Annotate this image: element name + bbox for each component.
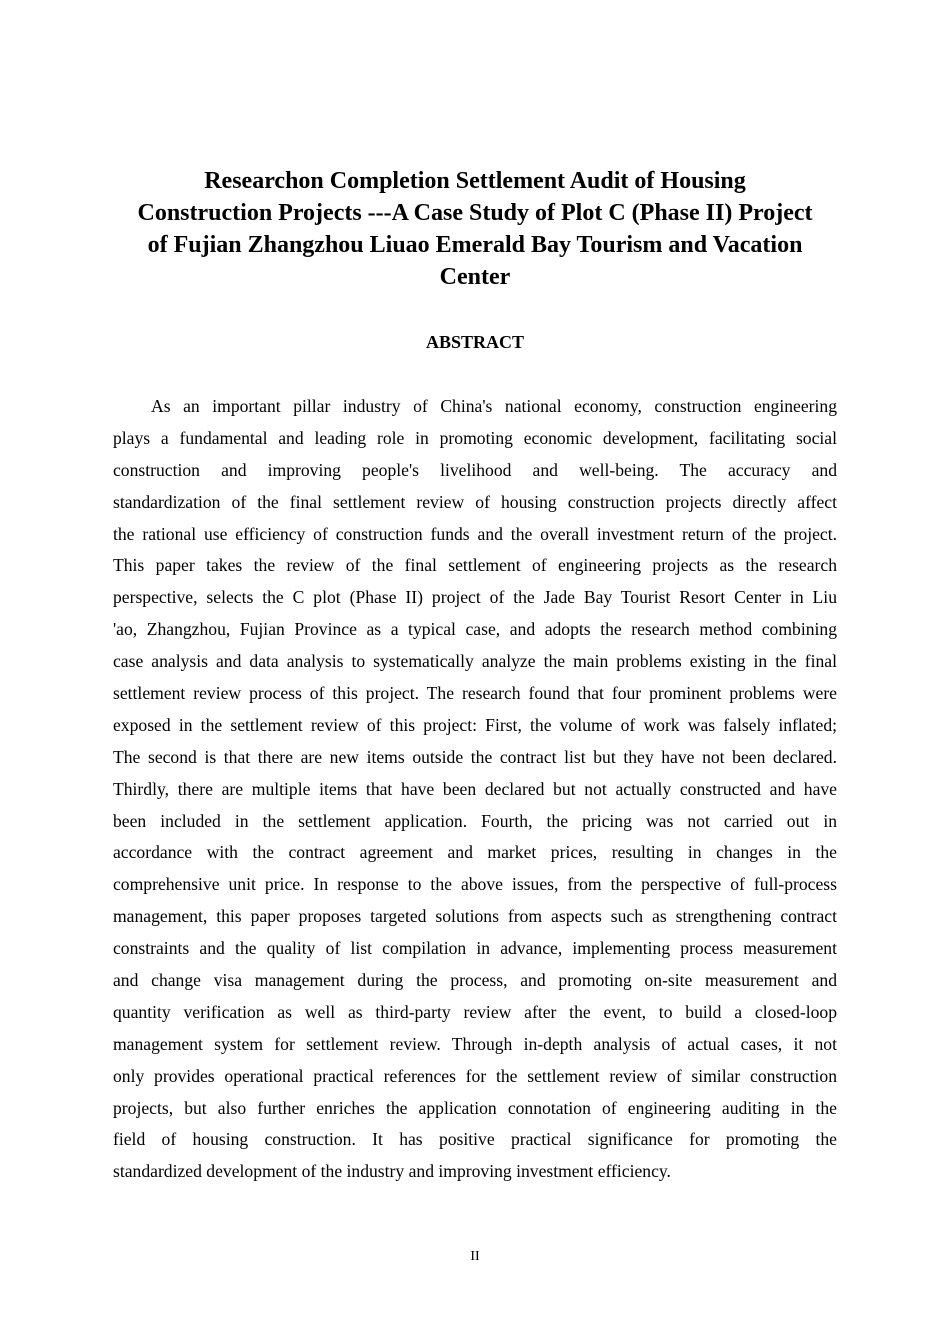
abstract-line: standardization of the final settlement review of housing construction projects directly affect [113,491,837,512]
abstract-line: standardized development of the industry and improving investment efficiency. [113,1161,671,1182]
abstract-line: plays a fundamental and leading role in promoting economic development, facilitating social [113,427,837,448]
title-line: Construction Projects ---A Case Study of Plot C (Phase II) Project [137,200,813,226]
paper-title [100,165,850,293]
abstract-line: the rational use efficiency of construction funds and the overall investment return of the project. [113,523,837,544]
page-number: II [470,1249,480,1264]
abstract-line: exposed in the settlement review of this project: First, the volume of work was falsely inflated; [113,714,837,735]
abstract-line: settlement review process of this project. The research found that four prominent problems were [113,683,837,704]
abstract-line: constraints and the quality of list compilation in advance, implementing process measurement [113,938,837,959]
abstract-line: projects, but also further enriches the application connotation of engineering auditing in the [113,1097,837,1118]
abstract-line: accordance with the contract agreement and market prices, resulting in changes in the [113,842,837,863]
abstract-line: been included in the settlement application. Fourth, the pricing was not carried out in [113,810,837,831]
abstract-line: field of housing construction. It has positive practical significance for promoting the [113,1129,837,1150]
abstract-line: quantity verification as well as third-party review after the event, to build a closed-loop [113,1001,837,1022]
abstract-line: case analysis and data analysis to systematically analyze the main problems existing in the final [113,651,837,672]
abstract-line: only provides operational practical references for the settlement review of similar construction [113,1065,837,1086]
abstract-line: As an important pillar industry of China's national economy, construction engineering [151,396,837,416]
abstract-line: construction and improving people's livelihood and well-being. The accuracy and [113,459,837,480]
title-line: of Fujian Zhangzhou Liuao Emerald Bay Tourism and Vacation [147,232,803,258]
abstract-line: 'ao, Zhangzhou, Fujian Province as a typical case, and adopts the research method combining [113,619,837,640]
abstract-line: management system for settlement review. Through in-depth analysis of actual cases, it not [113,1033,837,1054]
title-line: Researchon Completion Settlement Audit of Housing [204,168,746,194]
abstract-line: and change visa management during the process, and promoting on-site measurement and [113,970,837,991]
abstract-line: comprehensive unit price. In response to the above issues, from the perspective of full-process [113,874,837,895]
abstract-line: management, this paper proposes targeted solutions from aspects such as strengthening contract [113,906,837,927]
abstract-heading: ABSTRACT [425,332,525,352]
title-line: Center [439,264,511,290]
abstract-line: The second is that there are new items outside the contract list but they have not been declared. [113,746,837,767]
abstract-line: Thirdly, there are multiple items that have been declared but not actually constructed and have [113,778,837,799]
abstract-line: perspective, selects the C plot (Phase II) project of the Jade Bay Tourist Resort Center in Liu [113,587,837,608]
abstract-line: This paper takes the review of the final settlement of engineering projects as the research [113,555,837,576]
abstract-paragraph [113,391,837,1188]
